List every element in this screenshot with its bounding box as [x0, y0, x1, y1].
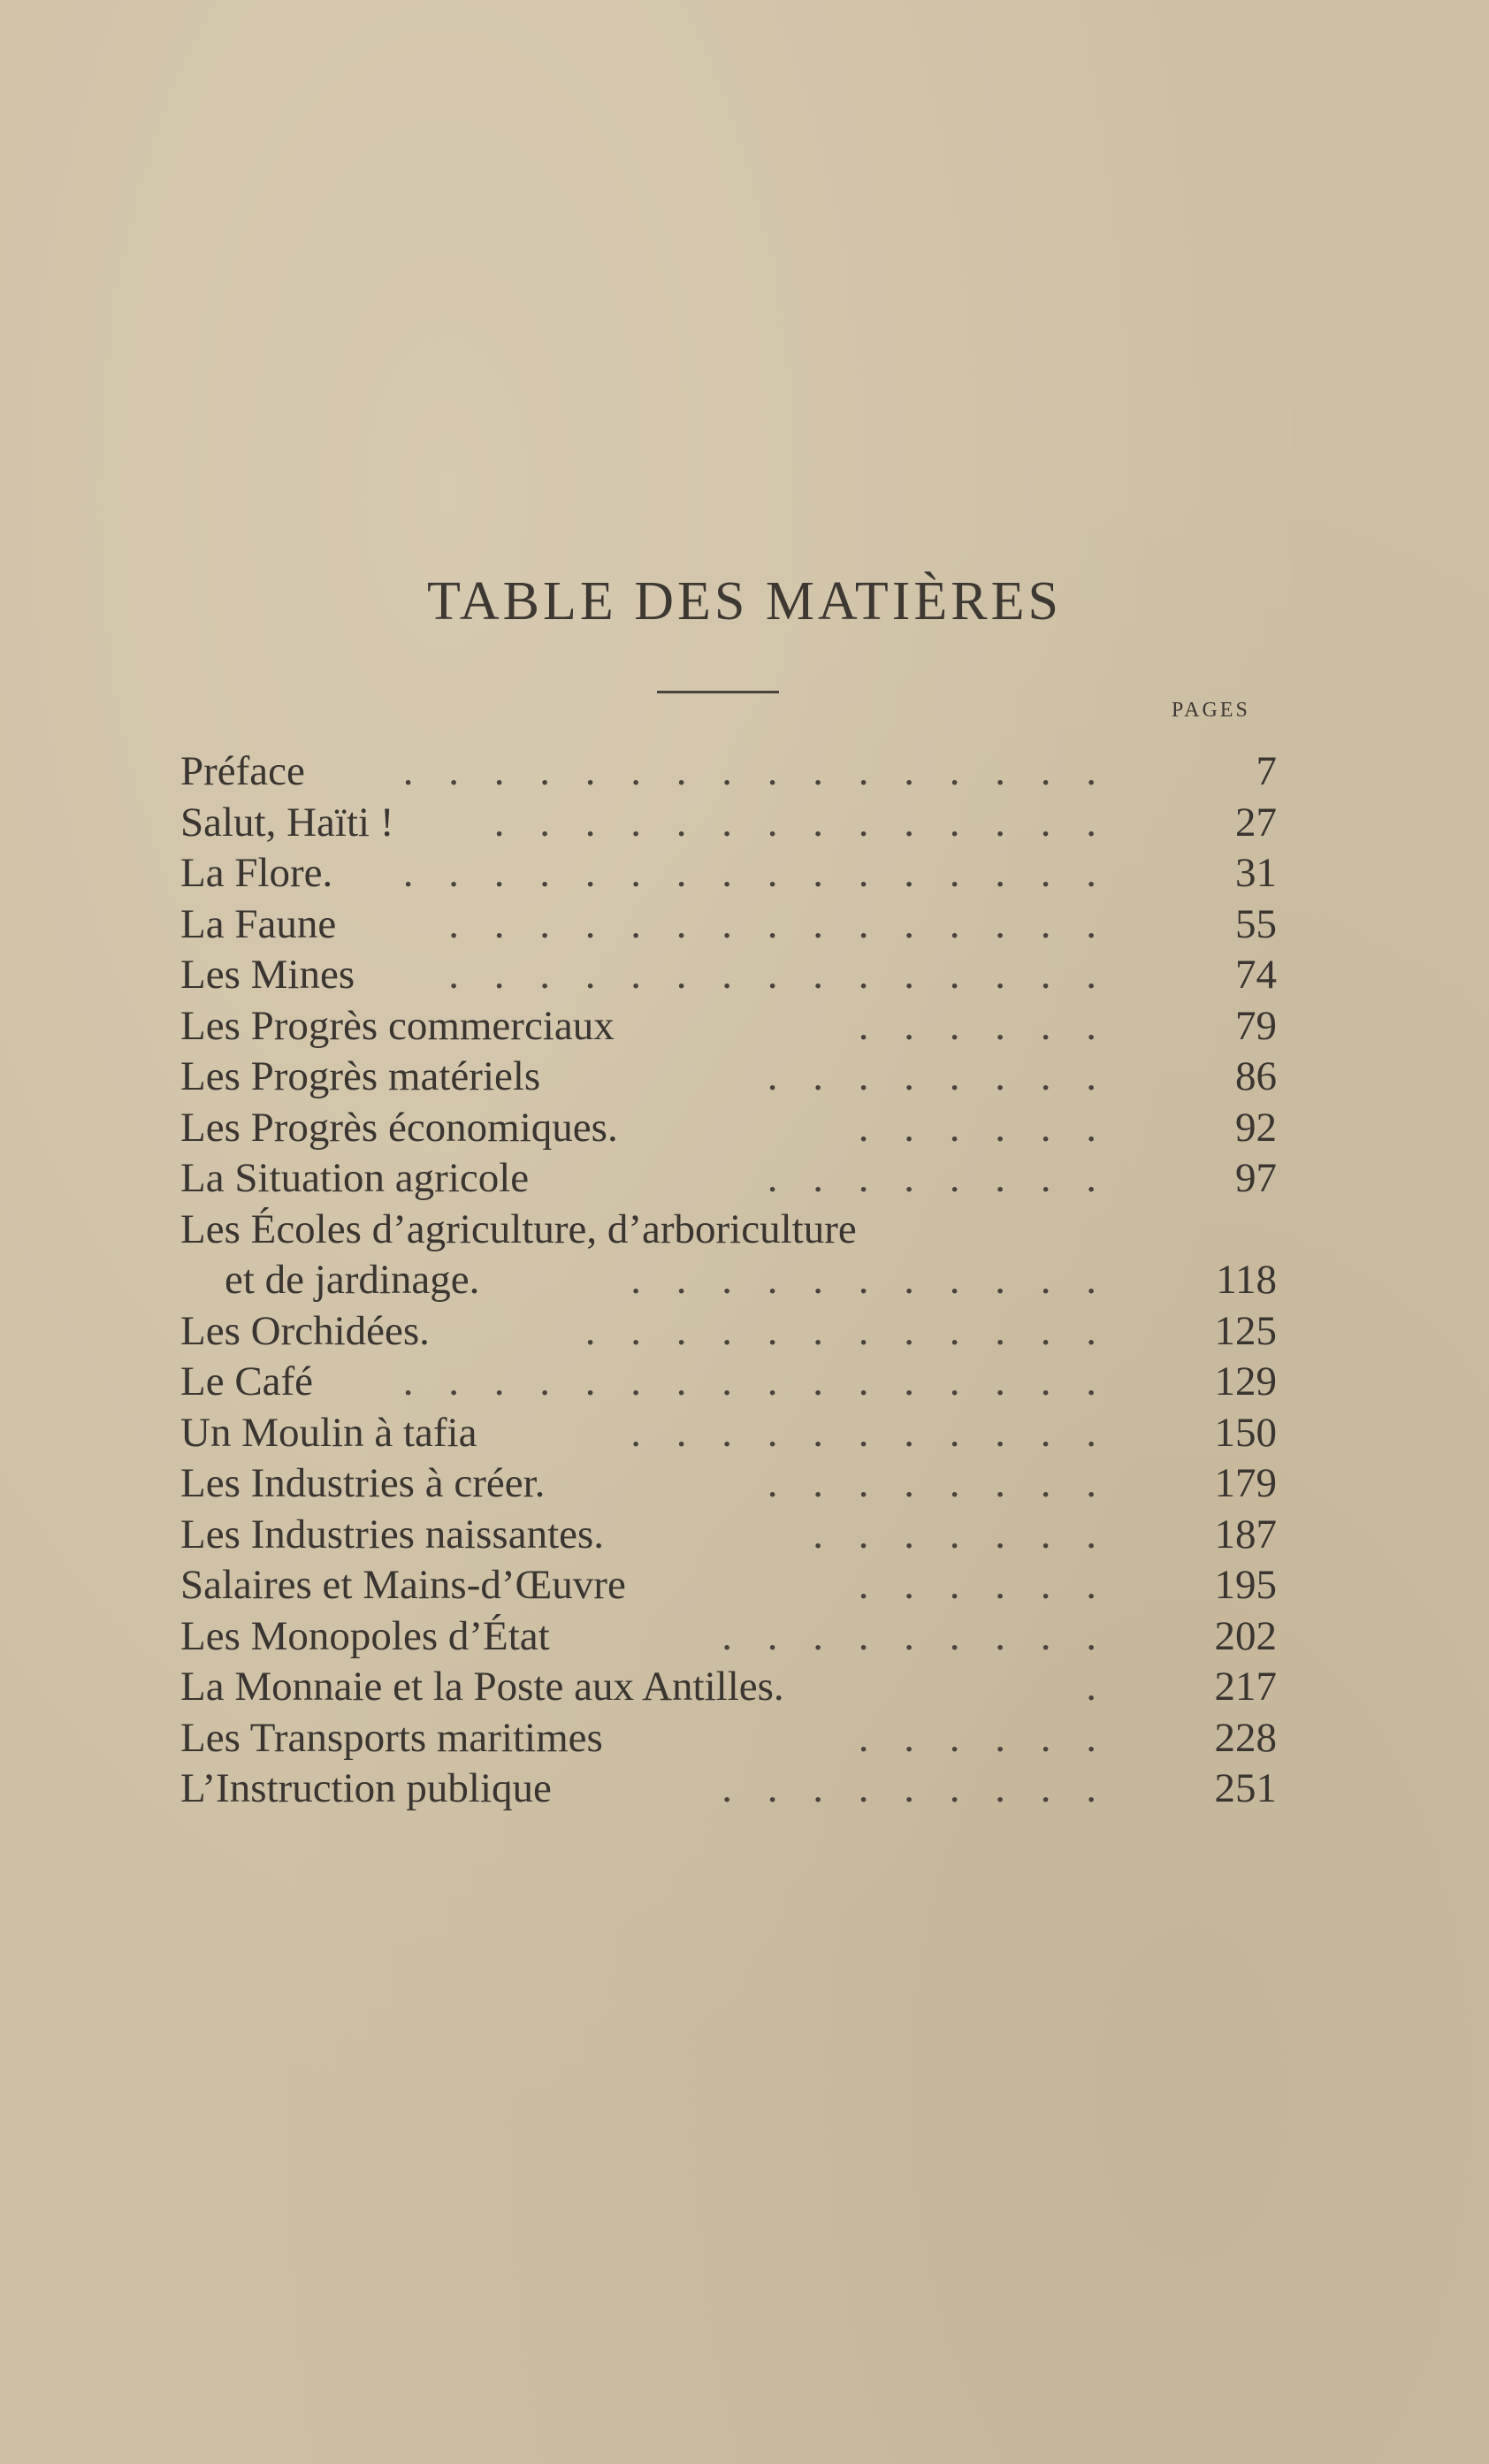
toc-page-number: 118	[1216, 1257, 1277, 1303]
toc-page-number: 55	[1235, 900, 1277, 947]
toc-entry-title: Les Industries à créer.	[180, 1460, 546, 1506]
toc-page-number: 31	[1235, 850, 1277, 896]
toc-page-number: 202	[1214, 1612, 1277, 1659]
toc-entry	[180, 848, 1277, 899]
toc-entry-title: Les Progrès commerciaux	[180, 1002, 615, 1049]
toc-entry-title: Les Monopoles d’État	[180, 1612, 550, 1659]
toc-leader-dots: . . . . . . . .	[767, 1155, 1109, 1201]
toc-entry-title: Les Progrès matériels	[180, 1053, 541, 1099]
toc-entry	[180, 1510, 1277, 1561]
toc-leader-dots: .	[1086, 1664, 1109, 1710]
toc-entry-title: Préface	[180, 748, 305, 794]
toc-entry-title: Les Industries naissantes.	[180, 1511, 605, 1557]
toc-entry	[180, 1560, 1277, 1611]
toc-entry-title: Salut, Haïti !	[180, 799, 394, 846]
toc-entry	[180, 899, 1277, 951]
toc-entry	[180, 746, 1277, 798]
table-of-contents	[180, 746, 1277, 1815]
page-title: TABLE DES MATIÈRES	[426, 571, 1063, 631]
toc-leader-dots: . . . . . . . . . . . . . . .	[448, 900, 1109, 947]
toc-entry	[180, 1001, 1277, 1052]
toc-leader-dots: . . . . . . .	[813, 1511, 1109, 1557]
toc-page-number: 217	[1214, 1664, 1277, 1710]
toc-entry	[180, 1357, 1277, 1408]
toc-entry	[180, 1205, 1277, 1256]
toc-page-number: 97	[1235, 1155, 1277, 1201]
toc-page-number: 7	[1256, 748, 1277, 794]
title-rule	[657, 691, 779, 693]
toc-page-number: 79	[1235, 1002, 1277, 1049]
toc-entry-title: Un Moulin à tafia	[180, 1409, 477, 1456]
toc-page-number: 129	[1214, 1358, 1277, 1404]
toc-entry	[180, 1052, 1277, 1103]
toc-leader-dots: . . . . . .	[858, 1714, 1109, 1761]
toc-entry-title: Salaires et Mains-d’Œuvre	[180, 1562, 626, 1608]
toc-entry-title: Les Orchidées.	[180, 1307, 430, 1354]
toc-entry	[180, 1103, 1277, 1154]
toc-leader-dots: . . . . . . . . . . . . . . . .	[402, 748, 1109, 794]
toc-leader-dots: . . . . . .	[858, 1002, 1109, 1049]
toc-entry-title: et de jardinage.	[225, 1257, 480, 1303]
toc-entry-title: La Situation agricole	[180, 1155, 530, 1201]
toc-entry	[180, 1153, 1277, 1205]
toc-page-number: 27	[1235, 799, 1277, 846]
toc-entry-title: Le Café	[180, 1358, 314, 1404]
toc-page-number: 125	[1214, 1307, 1277, 1354]
toc-page-number: 251	[1214, 1765, 1277, 1811]
toc-entry	[180, 1764, 1277, 1815]
toc-page-number: 150	[1214, 1409, 1277, 1456]
toc-entry	[180, 1255, 1277, 1306]
toc-entry-title: Les Progrès économiques.	[180, 1104, 618, 1151]
toc-leader-dots: . . . . . . . . . . .	[630, 1409, 1109, 1456]
toc-page-number: 92	[1235, 1104, 1277, 1151]
toc-entry-title: La Faune	[180, 900, 337, 947]
toc-entry	[180, 1408, 1277, 1459]
toc-leader-dots: . . . . . . . .	[767, 1053, 1109, 1099]
toc-page-number: 228	[1214, 1714, 1277, 1761]
toc-leader-dots: . . . . . .	[858, 1562, 1109, 1608]
toc-entry	[180, 798, 1277, 849]
toc-page-number: 187	[1214, 1511, 1277, 1557]
toc-page-number: 195	[1214, 1562, 1277, 1608]
toc-leader-dots: . . . . . . . . . . . . . . .	[448, 952, 1109, 998]
pages-column-header: PAGES	[1172, 699, 1250, 722]
toc-leader-dots: . . . . . . . . . . .	[630, 1257, 1109, 1303]
toc-leader-dots: . . . . . . . .	[767, 1460, 1109, 1506]
toc-entry-title: La Flore.	[180, 850, 333, 896]
toc-entry-title: La Monnaie et la Poste aux Antilles.	[180, 1664, 784, 1710]
toc-entry-title: Les Transports maritimes	[180, 1714, 603, 1761]
toc-leader-dots: . . . . . . . . .	[722, 1612, 1109, 1659]
toc-leader-dots: . . . . . . . . . . . .	[584, 1307, 1109, 1354]
toc-page-number: 179	[1214, 1460, 1277, 1506]
toc-entry	[180, 1458, 1277, 1510]
toc-leader-dots: . . . . . . . . . . . . . . . .	[402, 850, 1109, 896]
toc-entry	[180, 1713, 1277, 1764]
toc-leader-dots: . . . . . . . . .	[722, 1765, 1109, 1811]
toc-entry-title: Les Mines	[180, 952, 355, 998]
toc-entry	[180, 1662, 1277, 1713]
toc-entry	[180, 950, 1277, 1001]
toc-leader-dots: . . . . . . . . . . . . . . . .	[402, 1358, 1109, 1404]
toc-leader-dots: . . . . . .	[858, 1104, 1109, 1151]
toc-entry-title: L’Instruction publique	[180, 1765, 552, 1811]
toc-entry-title: Les Écoles d’agriculture, d’arboriculture	[180, 1205, 857, 1252]
toc-leader-dots: . . . . . . . . . . . . . .	[493, 799, 1109, 846]
toc-entry	[180, 1306, 1277, 1358]
toc-page-number: 86	[1235, 1053, 1277, 1099]
toc-entry	[180, 1611, 1277, 1663]
toc-page-number: 74	[1235, 952, 1277, 998]
